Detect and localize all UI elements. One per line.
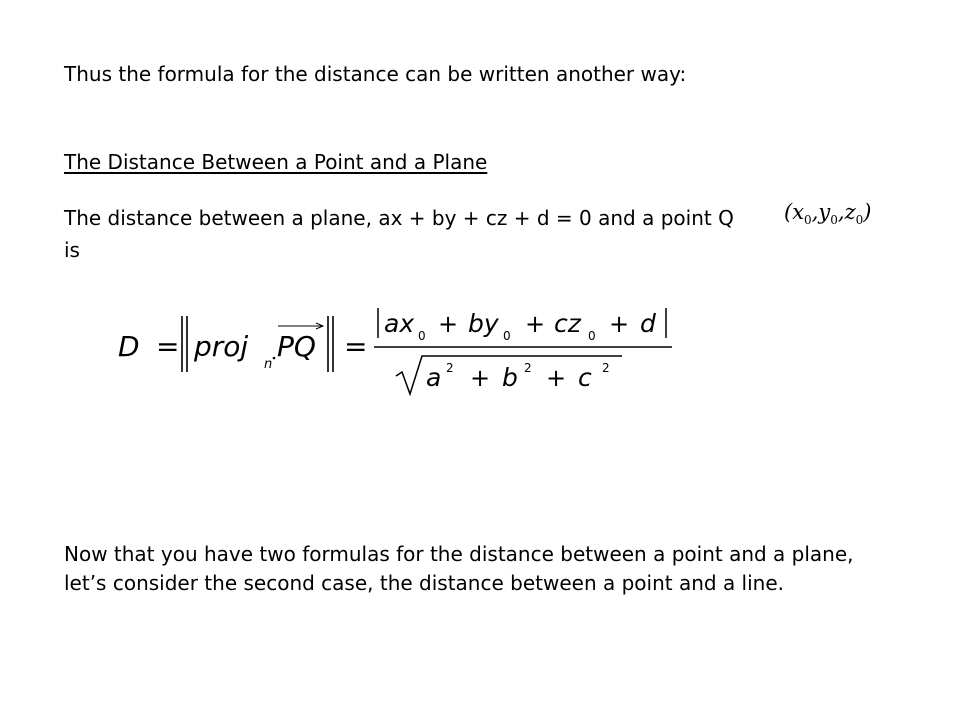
z0-sub: 0: [855, 213, 864, 228]
formula-eq-2: =: [344, 330, 368, 363]
paren-open: (: [784, 200, 793, 224]
x0-sub: 0: [804, 213, 812, 228]
formula-vector-pq: PQ: [277, 330, 316, 363]
paren-close: ): [863, 200, 872, 224]
numerator-d: d: [640, 309, 656, 338]
y0-var: y: [818, 200, 831, 224]
formula-proj: proj: [194, 330, 249, 363]
statement-line-2: is: [64, 238, 80, 262]
point-q-coordinates: [784, 200, 872, 227]
denominator-sup-1: 2: [446, 361, 454, 375]
x0-var: x: [792, 200, 805, 224]
denominator-plus-1: +: [470, 364, 491, 392]
distance-formula: [112, 296, 692, 400]
numerator-sub-1: 0: [418, 329, 426, 343]
formula-lhs: D: [118, 330, 140, 363]
comma-2: ,: [837, 200, 845, 224]
statement-line-1: The distance between a plane, ax + by + cz + d = 0 and a point Q: [64, 206, 734, 230]
intro-text: Thus the formula for the distance can be written another way:: [64, 62, 687, 86]
comma-1: ,: [811, 200, 819, 224]
z0-var: z: [844, 200, 856, 224]
closing-line-1: Now that you have two formulas for the distance between a point and a plane,: [64, 542, 854, 566]
formula-proj-sub: n: [264, 357, 273, 372]
closing-line-2: let’s consider the second case, the distance between a point and a line.: [64, 571, 785, 595]
denominator-sup-2: 2: [524, 361, 532, 375]
formula-eq-1: =: [156, 330, 180, 363]
denominator-a: a: [426, 363, 442, 392]
y0-sub: 0: [830, 213, 838, 228]
denominator-c: c: [578, 363, 592, 392]
numerator-plus-3: +: [609, 310, 630, 338]
numerator-plus-1: +: [438, 310, 459, 338]
section-heading: The Distance Between a Point and a Plane: [64, 150, 488, 174]
numerator-plus-2: +: [525, 310, 546, 338]
numerator-ax: ax: [384, 309, 415, 338]
numerator-sub-3: 0: [588, 329, 596, 343]
denominator-sup-3: 2: [602, 361, 610, 375]
denominator-plus-2: +: [546, 364, 567, 392]
proj-dot: [273, 357, 276, 360]
numerator-by: by: [468, 309, 499, 338]
denominator-b: b: [502, 363, 518, 392]
numerator-cz: cz: [554, 309, 581, 338]
numerator-sub-2: 0: [503, 329, 511, 343]
